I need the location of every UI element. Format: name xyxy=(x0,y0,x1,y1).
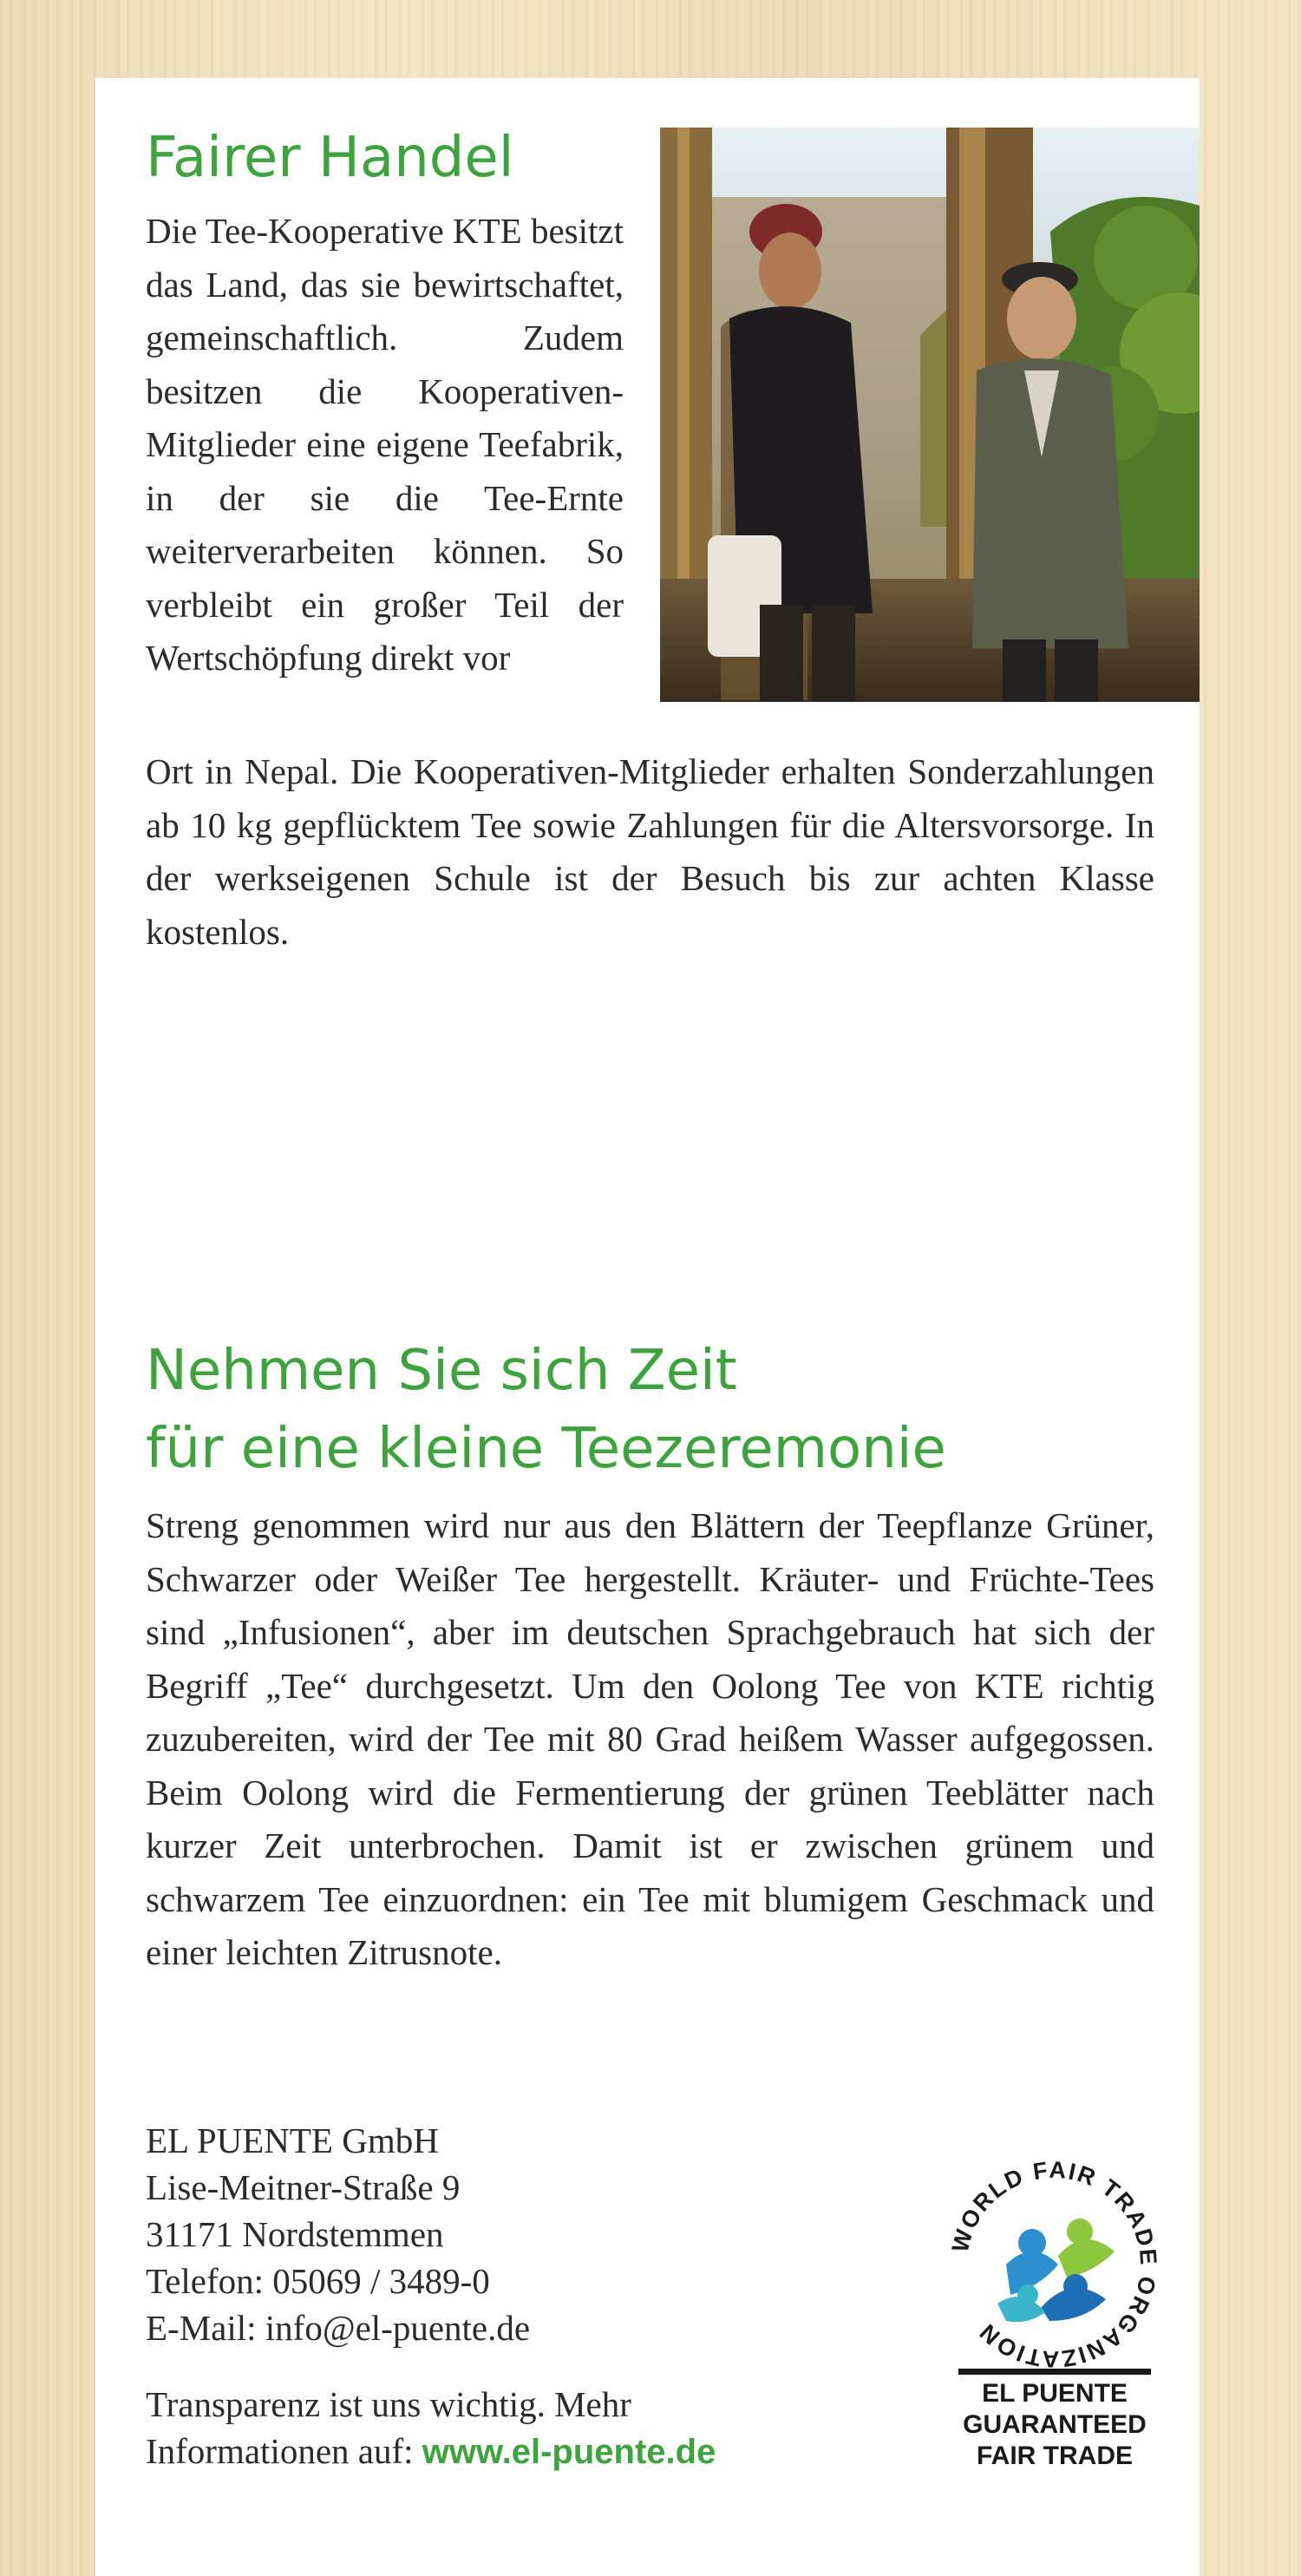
logo-ring-text: WORLD FAIR TRADE ORGANIZATION xyxy=(946,2156,1162,2369)
phone-number: Telefon: 05069 / 3489-0 xyxy=(146,2261,490,2301)
section-heading-fair-trade: Fairer Handel xyxy=(146,126,514,190)
badge-line3: FAIR TRADE xyxy=(977,2442,1133,2470)
website-link[interactable]: www.el-puente.de xyxy=(422,2433,716,2471)
paragraph-tea-ceremony: Streng genommen wird nur aus den Blättern der Teepflanze Grüner, Schwarzer oder Weißer Tee hergestellt. Kräuter- und Früchte-Tees sind „Infusionen“, aber im deutschen Sprachgebrauch hat sich der Begriff „Tee“ durchgesetzt. Um den Oolong Tee von KTE richtig zuzubereiten, wird der Tee mit 80 Grad heißem Wasser aufgegossen. Beim Oolong wird die Fermentierung der grünen Teeblätter nach kurzer Zeit unterbrochen. Damit ist er zwischen grünem und schwarzem Tee einzuordnen: ein Tee mit blumigem Geschmack und einer leichten Zitrusnote. xyxy=(146,1505,1154,1972)
transparency-note xyxy=(146,2381,926,2475)
paragraph-fair-trade-wrapped: Die Tee-Kooperative KTE besitzt das Land, das sie bewirtschaftet, gemeinschaftlich. Zudem besitzen die Kooperativen-Mitglieder eine eigene Teefabrik, in der sie die Tee-Ernte weiterverarbeiten können. So verbleibt ein großer Teil der Wertschöpfung direkt vor xyxy=(146,211,624,678)
email-address: E-Mail: info@el-puente.de xyxy=(146,2308,531,2348)
badge-line2: GUARANTEED xyxy=(963,2410,1147,2439)
street-address: Lise-Meitner-Straße 9 xyxy=(146,2167,461,2207)
city-address: 31171 Nordstemmen xyxy=(146,2214,444,2254)
guarantee-badge xyxy=(958,2369,1151,2472)
photo-two-men-tea-garden xyxy=(660,128,1200,702)
company-name: EL PUENTE GmbH xyxy=(146,2120,439,2160)
badge-line1: EL PUENTE xyxy=(982,2379,1128,2408)
contact-address xyxy=(146,2117,840,2351)
transparency-line2 xyxy=(146,2428,926,2475)
paragraph-fair-trade-full: Ort in Nepal. Die Kooperativen-Mitglieder erhalten Sonderzahlungen ab 10 kg gepflücktem Tee sowie Zahlungen für die Altersvorsorge. In der werkseigenen Schule ist der Besuch bis zur achten Klasse kostenlos. xyxy=(146,751,1154,952)
section-heading-tea-ceremony-line2: für eine kleine Teezeremonie xyxy=(146,1417,946,1481)
section-heading-tea-ceremony-line1: Nehmen Sie sich Zeit xyxy=(146,1339,737,1403)
transparency-prefix: Informationen auf: xyxy=(146,2431,422,2471)
transparency-line1: Transparenz ist uns wichtig. Mehr xyxy=(146,2384,631,2424)
